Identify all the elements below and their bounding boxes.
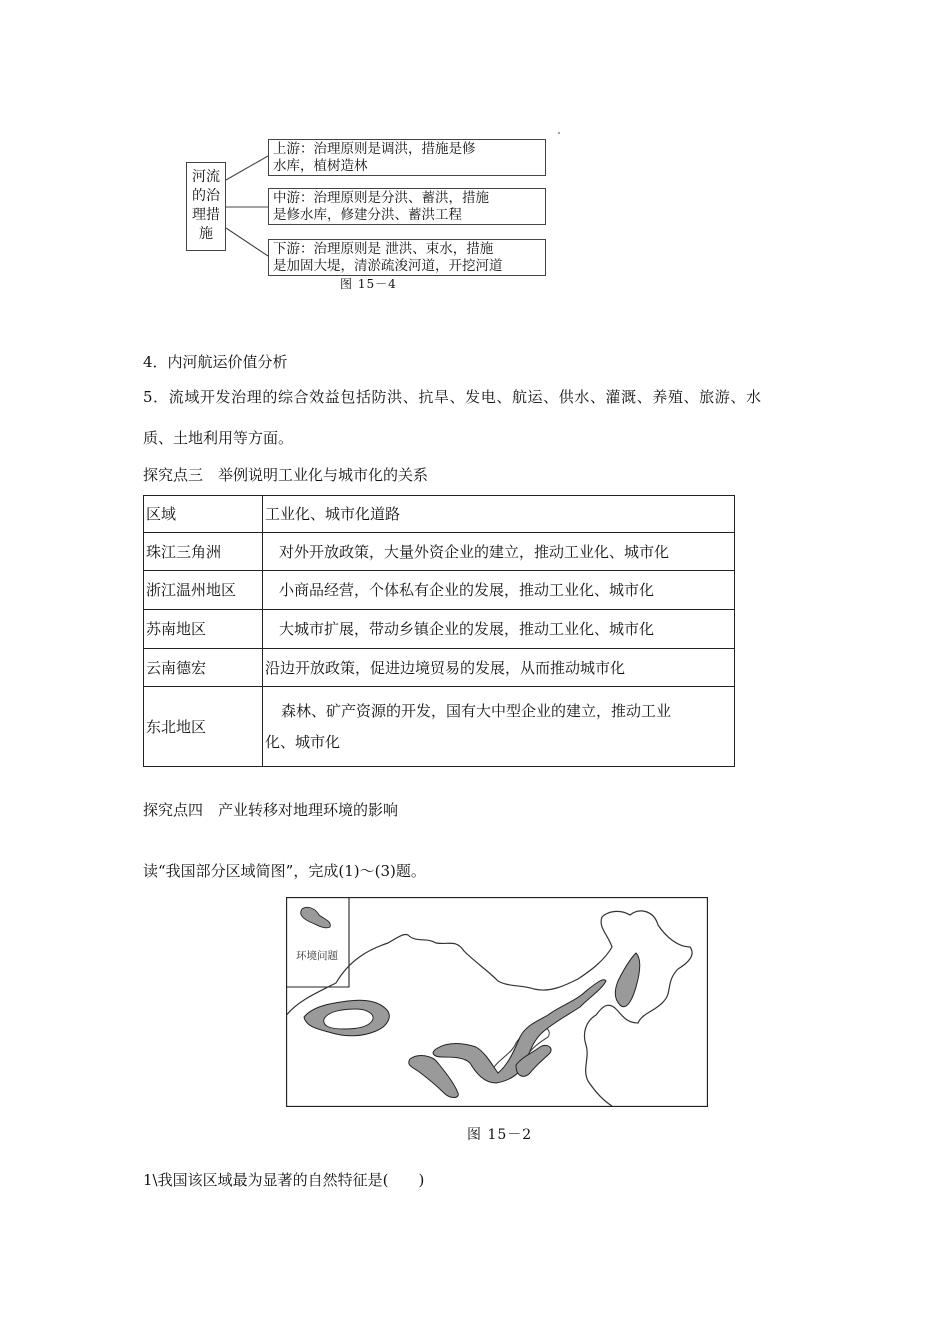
- midstream-line1: 中游：治理原则是分洪、蓄洪，措施: [273, 190, 489, 206]
- upstream-line2: 水库，植树造林: [273, 158, 368, 174]
- diagram-root-line: 理措: [192, 207, 220, 223]
- table-cell-region: 东北地区: [144, 687, 263, 767]
- diagram-root-line: 的治: [192, 188, 220, 204]
- midstream-box: [268, 188, 546, 225]
- item-5-line1: 5．流域开发治理的综合效益包括防洪、抗旱、发电、航运、供水、灌溉、养殖、旅游、水: [143, 388, 762, 406]
- section-4-heading: 探究点四 产业转移对地理环境的影响: [143, 801, 399, 819]
- table-row: [144, 610, 735, 649]
- item-4: 4．内河航运价值分析: [143, 353, 288, 371]
- table-cell-path: 对外开放政策，大量外资企业的建立，推动工业化、城市化: [263, 533, 735, 571]
- question-1: 1\我国该区域最为显著的自然特征是( ): [143, 1171, 425, 1189]
- upstream-box: [268, 139, 546, 176]
- table-cell-region: 珠江三角洲: [144, 533, 263, 571]
- industrialization-table: [143, 495, 735, 767]
- map-caption: 图 15－2: [467, 1127, 533, 1143]
- table-row: [144, 649, 735, 687]
- table-cell-path: [263, 687, 735, 767]
- table-cell-region: 苏南地区: [144, 610, 263, 649]
- table-cell-region: 云南德宏: [144, 649, 263, 687]
- read-instruction: 读“我国部分区域简图”，完成(1)～(3)题。: [143, 862, 426, 880]
- upstream-line1: 上游：治理原则是调洪，措施是修: [273, 141, 476, 157]
- table-cell-region: 浙江温州地区: [144, 571, 263, 610]
- header-path: 工业化、城市化道路: [263, 496, 735, 533]
- diagram-root-line: 施: [199, 226, 213, 242]
- table-row: [144, 571, 735, 610]
- region-map: [286, 897, 708, 1107]
- midstream-line2: 是修水库，修建分洪、蓄洪工程: [273, 207, 462, 223]
- table-cell-path: 大城市扩展，带动乡镇企业的发展，推动工业化、城市化: [263, 610, 735, 649]
- legend-label: 环境问题: [296, 950, 338, 962]
- table-cell-path-line2: 化、城市化: [265, 732, 341, 751]
- diagram-root-box: [186, 162, 226, 251]
- table-cell-path-line1: 森林、矿产资源的开发，国有大中型企业的建立，推动工业: [281, 701, 672, 720]
- header-region: 区域: [144, 496, 263, 533]
- table-row: [144, 533, 735, 571]
- table-header-row: [144, 496, 735, 533]
- diagram-root-line: 河流: [192, 169, 220, 185]
- downstream-line1: 下游：治理原则是 泄洪、束水，措施: [273, 241, 494, 257]
- downstream-line2: 是加固大堤，清淤疏浚河道，开挖河道: [273, 258, 503, 274]
- diagram-caption: 图 15－4: [340, 277, 397, 291]
- table-cell-path: 小商品经营，个体私有企业的发展，推动工业化、城市化: [263, 571, 735, 610]
- downstream-box: [268, 239, 546, 276]
- table-row: [144, 687, 735, 767]
- table-cell-path: 沿边开放政策，促进边境贸易的发展，从而推动城市化: [263, 649, 735, 687]
- section-3-heading: 探究点三 举例说明工业化与城市化的关系: [143, 466, 429, 484]
- item-5-line2: 质、土地利用等方面。: [143, 429, 294, 447]
